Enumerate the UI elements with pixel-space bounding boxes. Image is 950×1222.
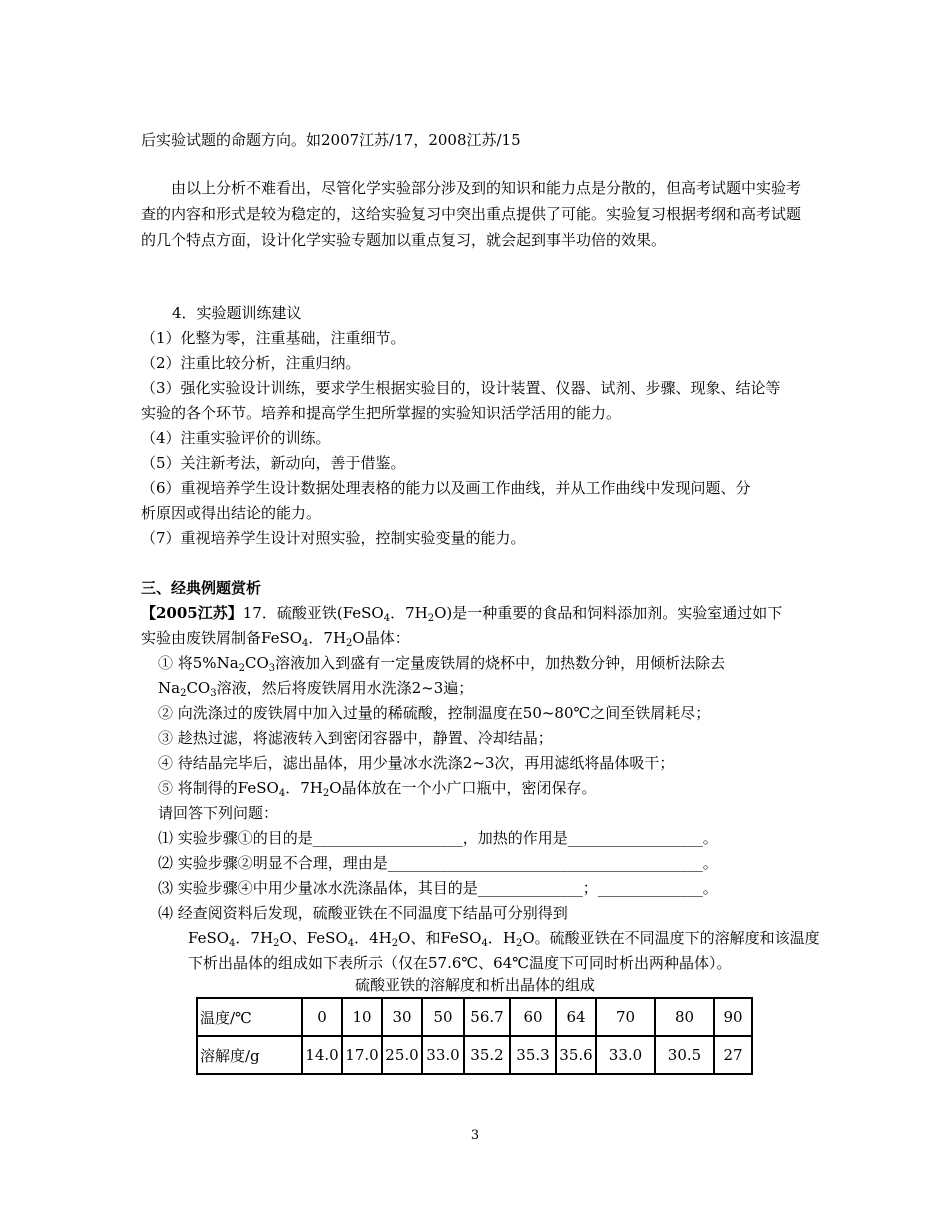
problem-intro-2: 实验由废铁屑制备FeSO$_4$．$7H_2O$晶体： xyxy=(141,629,410,649)
table-cell: 33.0 xyxy=(596,1036,655,1074)
step-2: ② 向洗涤过的废铁屑中加入过量的稀硫酸，控制温度在50~80℃之间至铁屑耗尽； xyxy=(158,704,711,722)
question-prompt: 请回答下列问题： xyxy=(158,804,279,822)
table-cell: 33.0 xyxy=(422,1036,464,1074)
suggestion-item: （1）化整为零，注重基础，注重细节。 xyxy=(141,329,406,347)
table-cell: 30 xyxy=(382,998,422,1036)
table-cell: 27 xyxy=(714,1036,752,1074)
step-3: ③ 趁热过滤，将滤液转入到密闭容器中，静置、冷却结晶； xyxy=(158,729,553,747)
table-cell: 56.7 xyxy=(464,998,510,1036)
table-cell: 35.3 xyxy=(510,1036,556,1074)
suggestion-item: （4）注重实验评价的训练。 xyxy=(141,429,331,447)
table-cell: 35.6 xyxy=(556,1036,596,1074)
question-4-continued: 下析出晶体的组成如下表所示（仅在57.6℃、64℃温度下可同时析出两种晶体）。 xyxy=(188,954,732,972)
question-4: ⑷ 经查阅资料后发现，硫酸亚铁在不同温度下结晶可分别得到 xyxy=(158,904,568,922)
analysis-paragraph: 由以上分析不难看出，尽管化学实验部分涉及到的知识和能力点是分散的，但高考试题中实验考查的内容和形式是较为稳定的，这给实验复习中突出重点提供了可能。实验复习根据考纲和高考试题的几个特点方面，设计化学实验专题加以重点复习，就会起到事半功倍的效果。 xyxy=(141,179,802,249)
table-row xyxy=(197,998,752,1036)
table-cell: 0 xyxy=(302,998,342,1036)
suggestion-item: （5）关注新考法，新动向，善于借鉴。 xyxy=(141,454,406,472)
row-label: 温度/℃ xyxy=(197,998,302,1036)
suggestion-item: （2）注重比较分析，注重归纳。 xyxy=(141,354,361,372)
suggestion-item: 析原因或得出结论的能力。 xyxy=(141,504,322,522)
solubility-table xyxy=(196,997,753,1075)
suggestion-item: （3）强化实验设计训练，要求学生根据实验目的，设计装置、仪器、试剂、步骤、现象、结论等 xyxy=(141,379,781,397)
suggestion-item: 实验的各个环节。培养和提高学生把所掌握的实验知识活学活用的能力。 xyxy=(141,404,622,422)
suggestion-item: （7）重视培养学生设计对照实验，控制实验变量的能力。 xyxy=(141,529,526,547)
table-cell: 50 xyxy=(422,998,464,1036)
table-caption: 硫酸亚铁的溶解度和析出晶体的组成 xyxy=(354,976,595,994)
table-cell: 25.0 xyxy=(382,1036,422,1074)
step-4: ④ 待结晶完毕后，滤出晶体，用少量冰水洗涤2~3次，再用滤纸将晶体吸干； xyxy=(158,754,675,772)
problem-source: 【2005江苏】 xyxy=(141,604,243,622)
table-cell: 90 xyxy=(714,998,752,1036)
section3-heading: 三、经典例题赏析 xyxy=(141,579,262,597)
table-cell: 10 xyxy=(342,998,382,1036)
question-1: ⑴ 实验步骤①的目的是____________________，加热的作用是__________________。 xyxy=(158,829,718,847)
step-5: ⑤ 将制得的FeSO$_4$．$7H_2O$晶体放在一个小广口瓶中，密闭保存。 xyxy=(158,779,597,799)
section4-heading: 4．实验题训练建议 xyxy=(172,304,302,322)
step-1-continued: $Na_2CO_3$溶液，然后将废铁屑用水洗涤2~3遍； xyxy=(158,679,474,699)
table-cell: 17.0 xyxy=(342,1036,382,1074)
table-cell: 35.2 xyxy=(464,1036,510,1074)
problem-intro: 【2005江苏】17．硫酸亚铁(FeSO$_4$．$7H_2O$)是一种重要的食品和饲料添加剂。实验室通过如下 xyxy=(141,604,783,624)
table-cell: 80 xyxy=(655,998,714,1036)
suggestion-item: （6）重视培养学生设计数据处理表格的能力以及画工作曲线，并从工作曲线中发现问题、分 xyxy=(141,479,751,497)
question-4-formulas: FeSO$_4$．$7H_2O$、FeSO$_4$．$4H_2O$、和FeSO$_4$．$H_2O$。硫酸亚铁在不同温度下的溶解度和该温度 xyxy=(188,929,820,949)
question-3: ⑶ 实验步骤④中用少量冰水洗涤晶体，其目的是______________；______________。 xyxy=(158,879,718,897)
table-cell: 64 xyxy=(556,998,596,1036)
table-cell: 70 xyxy=(596,998,655,1036)
table-cell: 14.0 xyxy=(302,1036,342,1074)
table-cell: 60 xyxy=(510,998,556,1036)
table-cell: 30.5 xyxy=(655,1036,714,1074)
intro-line: 后实验试题的命题方向。如2007江苏/17，2008江苏/15 xyxy=(141,131,521,149)
table-row xyxy=(197,1036,752,1074)
page-number: 3 xyxy=(470,1128,480,1143)
row-label: 溶解度/g xyxy=(197,1036,302,1074)
question-2: ⑵ 实验步骤②明显不合理，理由是__________________________________________。 xyxy=(158,854,718,872)
step-1: ① 将$5\%Na_2CO_3$溶液加入到盛有一定量废铁屑的烧杯中，加热数分钟，用倾析法除去 xyxy=(158,654,726,674)
